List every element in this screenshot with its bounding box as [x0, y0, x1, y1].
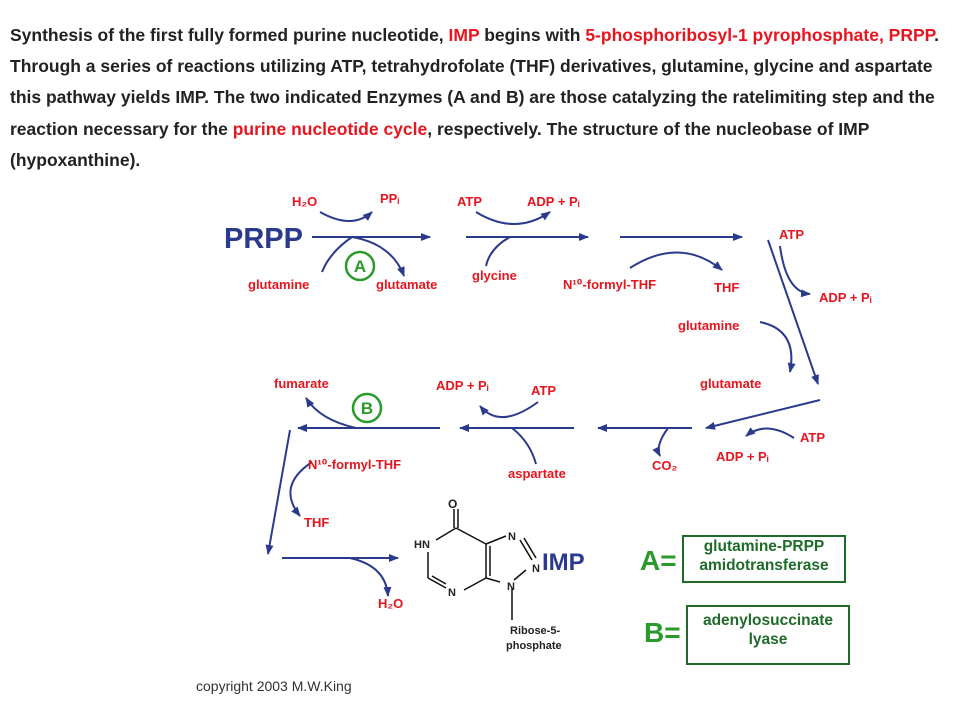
intro-prpp: 5-phosphoribosyl-1 pyrophosphate, PRPP	[585, 25, 935, 45]
oxygen-atom: O	[448, 497, 458, 511]
formyl-thf-arc-1	[630, 252, 722, 270]
nh-atom: HN	[414, 539, 430, 551]
atp-label-2: ATP	[779, 227, 805, 242]
enzyme-a-label: A	[353, 257, 367, 276]
glutamate-label-2: glutamate	[700, 376, 762, 391]
legend-b-box	[686, 605, 850, 665]
adp-pi-label-2: ADP + Pᵢ	[819, 290, 872, 305]
formyl-thf-label-2: N¹⁰-formyl-THF	[308, 457, 402, 472]
glutamine-glutamate-arc-2	[760, 322, 791, 372]
imp-label: IMP	[542, 549, 585, 576]
atp-label-1: ATP	[457, 194, 483, 209]
intro-text-3: . Through a series of reactions utilizing ATP, tetrahydrofolate (THF) derivatives, glutamine, glycine and aspartate this pathway yields IMP. The two indicated Enzymes (A and B) are those catalyzing the ratelimiting step and the reaction necessary for the	[10, 25, 939, 139]
n9-atom: N	[507, 581, 515, 593]
intro-text-2: begins with	[479, 25, 586, 45]
step4-arrow	[768, 240, 818, 384]
aspartate-in-arc	[512, 428, 536, 464]
adp-pi-label-4: ADP + Pᵢ	[436, 378, 489, 393]
intro-cycle: purine nucleotide cycle	[232, 118, 428, 139]
c8-n-atom: N	[532, 563, 540, 575]
h2o-bottom-label: H₂O	[378, 596, 404, 611]
thf-label-2: THF	[304, 515, 330, 530]
co2-arc	[659, 428, 668, 456]
copyright-text: copyright 2003 M.W.King	[196, 678, 352, 694]
adp-pi-label-1: ADP + Pᵢ	[527, 194, 580, 209]
formyl-thf-label-1: N¹⁰-formyl-THF	[563, 277, 657, 292]
intro-imp: IMP	[448, 25, 480, 45]
fumarate-arc	[306, 398, 356, 428]
legend-b-key: B=	[644, 617, 681, 648]
glycine-in-arc	[486, 237, 510, 266]
phosphate-label: phosphate	[506, 640, 562, 652]
glutamine-label-2: glutamine	[678, 318, 740, 333]
h2o-ppi-arc	[320, 212, 372, 221]
glycine-label: glycine	[472, 268, 517, 283]
glutamine-in-arc	[322, 237, 352, 272]
adp-pi-label-3: ADP + Pᵢ	[716, 449, 769, 464]
step5-arrow	[706, 400, 820, 428]
atp-adp-arc-3	[746, 428, 794, 438]
legend-a-line1: glutamine-PRPP	[703, 538, 825, 555]
ribose-label: Ribose-5-	[510, 625, 561, 637]
fumarate-label: fumarate	[274, 376, 329, 391]
enzyme-b-label: B	[360, 399, 374, 418]
thf-label-1: THF	[714, 280, 740, 295]
hypoxanthine-structure	[428, 509, 536, 620]
aspartate-label: aspartate	[508, 466, 566, 481]
legend-a-key: A=	[640, 545, 677, 576]
atp-label-4: ATP	[531, 383, 557, 398]
intro-text-4: , respectively. The structure of the nucleobase of IMP (hypoxanthine).	[10, 118, 870, 170]
legend-a-line2: amidotransferase	[699, 557, 829, 574]
n7-atom: N	[508, 531, 516, 543]
h2o-out-arc	[350, 558, 388, 596]
n3-atom: N	[448, 587, 456, 599]
atp-label-3: ATP	[800, 430, 826, 445]
legend-b-line2: lyase	[748, 631, 788, 648]
prpp-label: PRPP	[224, 223, 303, 255]
atp-adp-arc-4	[480, 402, 538, 417]
atp-adp-arc-1	[476, 212, 550, 224]
glutamine-label-1: glutamine	[248, 277, 310, 292]
legend-a-box	[682, 535, 846, 583]
glutamate-label-1: glutamate	[376, 277, 438, 292]
co2-label: CO₂	[652, 458, 678, 473]
intro-text-1: Synthesis of the first fully formed purine nucleotide,	[10, 25, 449, 45]
step9-arrow	[268, 430, 290, 554]
h2o-top-label: H₂O	[292, 194, 318, 209]
ppi-label: PPᵢ	[380, 191, 400, 206]
legend-b-line1: adenylosuccinate	[702, 612, 834, 629]
